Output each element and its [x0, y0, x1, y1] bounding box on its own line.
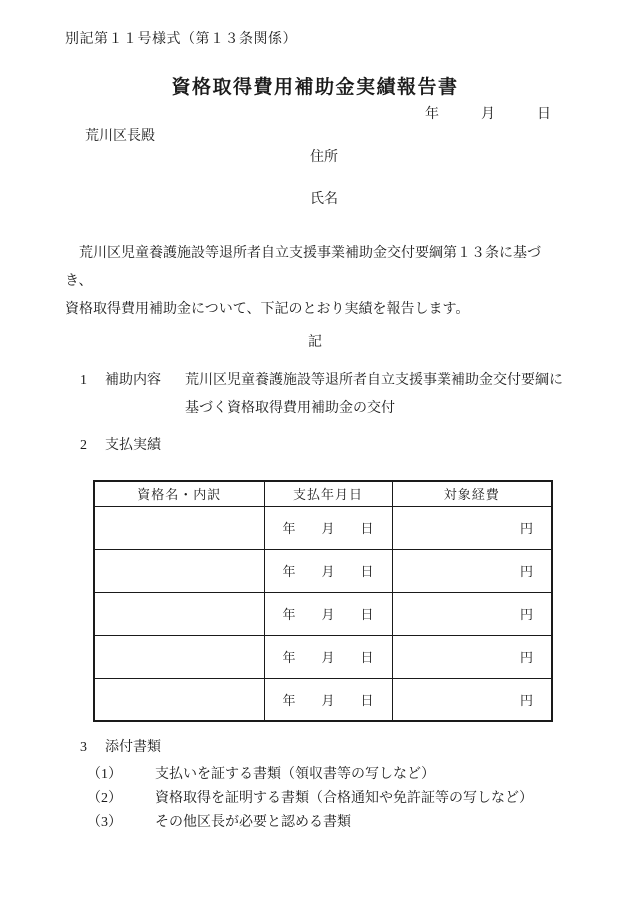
form-number: 別記第１１号様式（第１３条関係） — [65, 32, 297, 47]
table-header-expense: 対象経費 — [392, 481, 552, 506]
table-header-qualification: 資格名・内訳 — [94, 481, 264, 506]
attachment-item-1-text: 支払いを証する書類（領収書等の写しなど） — [155, 767, 435, 782]
item1-content-line1: 荒川区児童養護施設等退所者自立支援事業補助金交付要綱に — [185, 373, 563, 388]
item1-label: 補助内容 — [105, 373, 161, 388]
table-header-payment-date: 支払年月日 — [264, 481, 392, 506]
table-row — [94, 549, 552, 592]
body-paragraph-line1: 荒川区児童養護施設等退所者自立支援事業補助金交付要綱第１３条に基づき、 — [65, 246, 541, 289]
table-row — [94, 592, 552, 635]
qualification-cell — [94, 592, 264, 635]
attachment-list — [65, 763, 565, 835]
attachment-item-2 — [87, 787, 565, 811]
attachment-item-1-number: （1） — [87, 767, 122, 782]
date-line: 年 月 日 — [425, 107, 551, 122]
payment-date-cell: 年 月 日 — [264, 678, 392, 721]
body-paragraph — [65, 240, 565, 324]
address-label: 住所 — [310, 150, 338, 165]
payment-date-cell: 年 月 日 — [264, 592, 392, 635]
item1-number: 1 — [80, 373, 87, 388]
item3-label: 添付書類 — [105, 740, 161, 755]
table-header-row — [94, 481, 552, 506]
expense-cell: 円 — [392, 592, 552, 635]
payment-date-cell: 年 月 日 — [264, 635, 392, 678]
expense-cell: 円 — [392, 549, 552, 592]
item2-number: 2 — [80, 438, 87, 453]
expense-cell: 円 — [392, 506, 552, 549]
expense-cell: 円 — [392, 678, 552, 721]
attachment-item-2-number: （2） — [87, 791, 122, 806]
payment-date-cell: 年 月 日 — [264, 506, 392, 549]
list-item-attachments — [65, 734, 565, 762]
qualification-cell — [94, 678, 264, 721]
list-item-subsidy-content — [65, 367, 565, 423]
item1-content-line2: 基づく資格取得費用補助金の交付 — [185, 401, 395, 416]
item3-number: 3 — [80, 740, 87, 755]
qualification-cell — [94, 635, 264, 678]
page-title: 資格取得費用補助金実績報告書 — [171, 77, 459, 98]
table-row — [94, 506, 552, 549]
attachment-item-1 — [87, 763, 565, 787]
addressee: 荒川区長殿 — [85, 129, 155, 144]
body-paragraph-line2: 資格取得費用補助金について、下記のとおり実績を報告します。 — [65, 302, 470, 317]
expense-cell: 円 — [392, 635, 552, 678]
payment-date-cell: 年 月 日 — [264, 549, 392, 592]
item2-label: 支払実績 — [105, 438, 161, 453]
payment-record-table — [93, 480, 553, 722]
attachment-item-3-number: （3） — [87, 815, 122, 830]
list-item-payment-record — [65, 432, 565, 460]
name-label: 氏名 — [310, 192, 338, 207]
record-heading: 記 — [308, 335, 322, 350]
table-row — [94, 678, 552, 721]
attachment-item-3 — [87, 811, 565, 835]
table-row — [94, 635, 552, 678]
item1-content — [185, 367, 565, 423]
qualification-cell — [94, 506, 264, 549]
attachment-item-3-text: その他区長が必要と認める書類 — [155, 815, 351, 830]
qualification-cell — [94, 549, 264, 592]
attachment-item-2-text: 資格取得を証明する書類（合格通知や免許証等の写しなど） — [155, 791, 533, 806]
